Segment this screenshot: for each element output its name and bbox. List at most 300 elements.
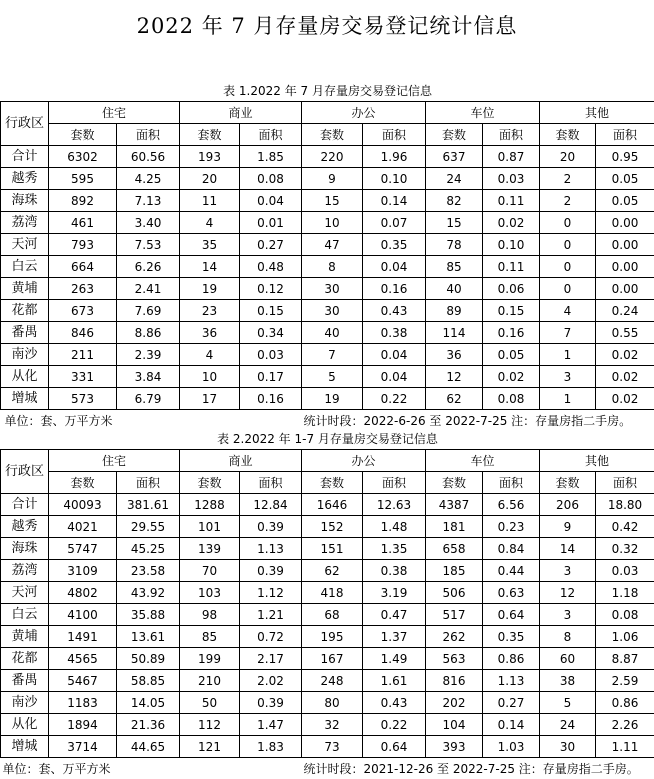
district-name: 荔湾	[1, 560, 49, 582]
count-cell: 1288	[180, 494, 240, 516]
area-cell: 1.48	[363, 516, 426, 538]
count-cell: 112	[180, 714, 240, 736]
count-cell: 50	[180, 692, 240, 714]
area-cell: 0.44	[483, 560, 540, 582]
area-header: 面积	[117, 124, 180, 146]
count-cell: 19	[180, 278, 240, 300]
count-cell: 0	[540, 234, 596, 256]
count-cell: 80	[302, 692, 363, 714]
area-cell: 0.04	[363, 256, 426, 278]
district-name: 增城	[1, 388, 49, 410]
area-cell: 0.72	[240, 626, 302, 648]
count-header: 套数	[540, 124, 596, 146]
area-cell: 0.22	[363, 714, 426, 736]
table-row	[1, 582, 654, 604]
caption-row	[1, 428, 654, 450]
area-header: 面积	[240, 472, 302, 494]
area-cell: 6.56	[483, 494, 540, 516]
count-cell: 1	[540, 388, 596, 410]
count-cell: 15	[302, 190, 363, 212]
count-cell: 85	[426, 256, 483, 278]
count-cell: 36	[180, 322, 240, 344]
count-cell: 573	[49, 388, 117, 410]
area-cell: 0.38	[363, 322, 426, 344]
district-name: 天河	[1, 234, 49, 256]
area-cell: 0.27	[240, 234, 302, 256]
category-header: 车位	[426, 450, 540, 472]
count-cell: 1491	[49, 626, 117, 648]
count-cell: 846	[49, 322, 117, 344]
area-cell: 0.00	[596, 234, 654, 256]
area-cell: 0.55	[596, 322, 654, 344]
table-row	[1, 168, 654, 190]
count-header: 套数	[540, 472, 596, 494]
count-cell: 40	[302, 322, 363, 344]
district-name: 番禺	[1, 322, 49, 344]
count-cell: 5467	[49, 670, 117, 692]
district-name: 越秀	[1, 168, 49, 190]
caption-row	[1, 80, 654, 102]
count-cell: 7	[540, 322, 596, 344]
category-header: 其他	[540, 102, 654, 124]
area-header: 面积	[483, 472, 540, 494]
area-cell: 0.03	[596, 560, 654, 582]
area-cell: 3.19	[363, 582, 426, 604]
count-cell: 3109	[49, 560, 117, 582]
area-cell: 0.38	[363, 560, 426, 582]
count-cell: 195	[302, 626, 363, 648]
area-header: 面积	[596, 472, 654, 494]
table-row	[1, 560, 654, 582]
unit-note: 单位：套、万平方米	[1, 758, 302, 779]
area-cell: 381.61	[117, 494, 180, 516]
area-cell: 12.84	[240, 494, 302, 516]
count-cell: 5	[540, 692, 596, 714]
table-row	[1, 234, 654, 256]
count-header: 套数	[302, 124, 363, 146]
count-cell: 62	[302, 560, 363, 582]
count-cell: 0	[540, 212, 596, 234]
table-row	[1, 516, 654, 538]
count-cell: 12	[540, 582, 596, 604]
area-cell: 7.69	[117, 300, 180, 322]
count-cell: 9	[302, 168, 363, 190]
count-cell: 220	[302, 146, 363, 168]
area-cell: 0.03	[240, 344, 302, 366]
area-cell: 0.04	[240, 190, 302, 212]
area-cell: 0.16	[240, 388, 302, 410]
area-cell: 35.88	[117, 604, 180, 626]
category-header: 办公	[302, 102, 426, 124]
area-cell: 0.86	[596, 692, 654, 714]
count-cell: 11	[180, 190, 240, 212]
area-cell: 0.04	[363, 344, 426, 366]
area-cell: 0.22	[363, 388, 426, 410]
count-cell: 199	[180, 648, 240, 670]
area-cell: 6.26	[117, 256, 180, 278]
area-cell: 0.86	[483, 648, 540, 670]
count-cell: 210	[180, 670, 240, 692]
table-jan-july	[0, 428, 654, 779]
area-cell: 0.11	[483, 190, 540, 212]
area-cell: 0.35	[483, 626, 540, 648]
count-cell: 3	[540, 560, 596, 582]
area-cell: 1.35	[363, 538, 426, 560]
district-name: 黄埔	[1, 278, 49, 300]
area-cell: 0.08	[240, 168, 302, 190]
area-cell: 0.48	[240, 256, 302, 278]
area-cell: 0.64	[483, 604, 540, 626]
area-cell: 2.59	[596, 670, 654, 692]
count-cell: 104	[426, 714, 483, 736]
district-name: 黄埔	[1, 626, 49, 648]
count-cell: 73	[302, 736, 363, 758]
district-name: 白云	[1, 604, 49, 626]
table-row	[1, 736, 654, 758]
count-cell: 24	[540, 714, 596, 736]
count-cell: 24	[426, 168, 483, 190]
table-row	[1, 692, 654, 714]
table-row	[1, 322, 654, 344]
count-header: 套数	[426, 124, 483, 146]
area-cell: 0.95	[596, 146, 654, 168]
area-cell: 4.25	[117, 168, 180, 190]
count-cell: 5747	[49, 538, 117, 560]
count-cell: 70	[180, 560, 240, 582]
count-cell: 331	[49, 366, 117, 388]
count-cell: 20	[180, 168, 240, 190]
area-cell: 0.16	[363, 278, 426, 300]
area-cell: 1.61	[363, 670, 426, 692]
area-cell: 1.37	[363, 626, 426, 648]
count-cell: 35	[180, 234, 240, 256]
area-cell: 0.35	[363, 234, 426, 256]
area-cell: 0.39	[240, 516, 302, 538]
area-cell: 2.26	[596, 714, 654, 736]
table-row	[1, 256, 654, 278]
area-cell: 0.03	[483, 168, 540, 190]
area-cell: 0.14	[483, 714, 540, 736]
area-cell: 0.15	[483, 300, 540, 322]
district-name: 从化	[1, 714, 49, 736]
area-cell: 0.16	[483, 322, 540, 344]
count-cell: 185	[426, 560, 483, 582]
area-cell: 1.96	[363, 146, 426, 168]
count-cell: 89	[426, 300, 483, 322]
count-cell: 6302	[49, 146, 117, 168]
category-header: 商业	[180, 450, 302, 472]
area-cell: 0.02	[596, 344, 654, 366]
count-cell: 47	[302, 234, 363, 256]
count-cell: 36	[426, 344, 483, 366]
count-cell: 40	[426, 278, 483, 300]
area-cell: 0.05	[596, 168, 654, 190]
area-cell: 2.39	[117, 344, 180, 366]
count-cell: 262	[426, 626, 483, 648]
count-cell: 7	[302, 344, 363, 366]
count-cell: 664	[49, 256, 117, 278]
area-cell: 0.63	[483, 582, 540, 604]
district-name: 花都	[1, 648, 49, 670]
count-cell: 202	[426, 692, 483, 714]
count-cell: 673	[49, 300, 117, 322]
count-cell: 30	[540, 736, 596, 758]
area-cell: 8.87	[596, 648, 654, 670]
count-cell: 4021	[49, 516, 117, 538]
area-cell: 0.10	[363, 168, 426, 190]
count-cell: 892	[49, 190, 117, 212]
count-cell: 40093	[49, 494, 117, 516]
district-name: 海珠	[1, 190, 49, 212]
count-cell: 418	[302, 582, 363, 604]
area-cell: 0.01	[240, 212, 302, 234]
area-cell: 0.00	[596, 256, 654, 278]
area-cell: 1.12	[240, 582, 302, 604]
district-name: 越秀	[1, 516, 49, 538]
table-row	[1, 366, 654, 388]
count-cell: 1	[540, 344, 596, 366]
count-cell: 14	[540, 538, 596, 560]
area-cell: 0.08	[596, 604, 654, 626]
count-cell: 151	[302, 538, 363, 560]
area-cell: 0.02	[483, 366, 540, 388]
district-name: 天河	[1, 582, 49, 604]
category-header-row	[1, 450, 654, 472]
count-cell: 4387	[426, 494, 483, 516]
table-body	[1, 428, 654, 779]
area-cell: 6.79	[117, 388, 180, 410]
category-header: 办公	[302, 450, 426, 472]
area-cell: 1.11	[596, 736, 654, 758]
count-cell: 4	[180, 344, 240, 366]
sub-header-row	[1, 124, 654, 146]
area-cell: 3.84	[117, 366, 180, 388]
count-header: 套数	[426, 472, 483, 494]
table-row	[1, 190, 654, 212]
count-cell: 17	[180, 388, 240, 410]
count-cell: 121	[180, 736, 240, 758]
area-cell: 60.56	[117, 146, 180, 168]
count-cell: 1894	[49, 714, 117, 736]
count-cell: 60	[540, 648, 596, 670]
count-header: 套数	[302, 472, 363, 494]
area-cell: 12.63	[363, 494, 426, 516]
count-cell: 85	[180, 626, 240, 648]
district-name: 从化	[1, 366, 49, 388]
area-header: 面积	[483, 124, 540, 146]
table-body	[1, 80, 654, 431]
area-cell: 1.83	[240, 736, 302, 758]
count-cell: 181	[426, 516, 483, 538]
area-cell: 0.39	[240, 560, 302, 582]
count-cell: 23	[180, 300, 240, 322]
table-row	[1, 648, 654, 670]
count-header: 套数	[180, 472, 240, 494]
count-cell: 4565	[49, 648, 117, 670]
period-note: 统计时段：2021-12-26 至 2022-7-25 注：存量房指二手房。	[302, 758, 654, 779]
area-cell: 13.61	[117, 626, 180, 648]
unit-note: 单位：套、万平方米	[1, 410, 302, 432]
district-name: 合计	[1, 494, 49, 516]
table-row	[1, 670, 654, 692]
area-cell: 3.40	[117, 212, 180, 234]
area-cell: 0.00	[596, 278, 654, 300]
category-header: 其他	[540, 450, 654, 472]
district-name: 南沙	[1, 692, 49, 714]
count-cell: 816	[426, 670, 483, 692]
area-header: 面积	[363, 472, 426, 494]
district-header: 行政区	[1, 102, 49, 146]
area-cell: 0.43	[363, 692, 426, 714]
area-cell: 1.13	[240, 538, 302, 560]
count-cell: 82	[426, 190, 483, 212]
count-cell: 62	[426, 388, 483, 410]
area-cell: 29.55	[117, 516, 180, 538]
count-cell: 10	[302, 212, 363, 234]
area-cell: 1.13	[483, 670, 540, 692]
area-cell: 0.17	[240, 366, 302, 388]
area-cell: 0.04	[363, 366, 426, 388]
district-name: 荔湾	[1, 212, 49, 234]
count-cell: 3714	[49, 736, 117, 758]
count-cell: 68	[302, 604, 363, 626]
count-cell: 14	[180, 256, 240, 278]
area-cell: 0.07	[363, 212, 426, 234]
count-cell: 506	[426, 582, 483, 604]
count-cell: 4100	[49, 604, 117, 626]
district-name: 增城	[1, 736, 49, 758]
area-cell: 7.13	[117, 190, 180, 212]
area-header: 面积	[117, 472, 180, 494]
count-cell: 193	[180, 146, 240, 168]
area-cell: 2.41	[117, 278, 180, 300]
count-cell: 152	[302, 516, 363, 538]
count-cell: 167	[302, 648, 363, 670]
table-row	[1, 538, 654, 560]
area-cell: 21.36	[117, 714, 180, 736]
count-cell: 3	[540, 604, 596, 626]
area-cell: 1.47	[240, 714, 302, 736]
area-cell: 0.39	[240, 692, 302, 714]
area-cell: 0.02	[483, 212, 540, 234]
count-cell: 211	[49, 344, 117, 366]
area-cell: 23.58	[117, 560, 180, 582]
area-cell: 0.32	[596, 538, 654, 560]
district-name: 番禺	[1, 670, 49, 692]
count-cell: 12	[426, 366, 483, 388]
area-cell: 0.06	[483, 278, 540, 300]
category-header-row	[1, 102, 654, 124]
area-cell: 0.02	[596, 366, 654, 388]
count-cell: 139	[180, 538, 240, 560]
count-cell: 20	[540, 146, 596, 168]
district-name: 南沙	[1, 344, 49, 366]
area-cell: 1.49	[363, 648, 426, 670]
area-cell: 14.05	[117, 692, 180, 714]
table-row	[1, 344, 654, 366]
count-cell: 0	[540, 278, 596, 300]
count-cell: 19	[302, 388, 363, 410]
district-name: 海珠	[1, 538, 49, 560]
area-cell: 2.17	[240, 648, 302, 670]
district-name: 合计	[1, 146, 49, 168]
area-header: 面积	[596, 124, 654, 146]
count-cell: 393	[426, 736, 483, 758]
area-header: 面积	[363, 124, 426, 146]
area-cell: 50.89	[117, 648, 180, 670]
count-cell: 793	[49, 234, 117, 256]
area-cell: 0.10	[483, 234, 540, 256]
area-cell: 0.47	[363, 604, 426, 626]
area-cell: 2.02	[240, 670, 302, 692]
count-cell: 517	[426, 604, 483, 626]
page-title: 2022 年 7 月存量房交易登记统计信息	[0, 10, 654, 40]
count-cell: 8	[540, 626, 596, 648]
area-cell: 44.65	[117, 736, 180, 758]
table-row	[1, 388, 654, 410]
area-cell: 0.05	[483, 344, 540, 366]
count-cell: 10	[180, 366, 240, 388]
category-header: 住宅	[49, 102, 180, 124]
area-cell: 0.34	[240, 322, 302, 344]
category-header: 商业	[180, 102, 302, 124]
area-cell: 0.00	[596, 212, 654, 234]
area-cell: 1.03	[483, 736, 540, 758]
district-header: 行政区	[1, 450, 49, 494]
category-header: 车位	[426, 102, 540, 124]
area-cell: 58.85	[117, 670, 180, 692]
count-cell: 30	[302, 278, 363, 300]
area-cell: 45.25	[117, 538, 180, 560]
area-cell: 0.12	[240, 278, 302, 300]
area-cell: 0.14	[363, 190, 426, 212]
period-note: 统计时段：2022-6-26 至 2022-7-25 注：存量房指二手房。	[302, 410, 654, 432]
area-cell: 0.15	[240, 300, 302, 322]
area-cell: 0.27	[483, 692, 540, 714]
table-row	[1, 494, 654, 516]
table-row	[1, 278, 654, 300]
table-row	[1, 300, 654, 322]
area-cell: 0.23	[483, 516, 540, 538]
count-cell: 4802	[49, 582, 117, 604]
count-cell: 101	[180, 516, 240, 538]
area-cell: 43.92	[117, 582, 180, 604]
table-row	[1, 714, 654, 736]
area-cell: 8.86	[117, 322, 180, 344]
count-cell: 2	[540, 168, 596, 190]
count-cell: 32	[302, 714, 363, 736]
table-row	[1, 626, 654, 648]
count-cell: 1646	[302, 494, 363, 516]
count-cell: 3	[540, 366, 596, 388]
table-caption: 表 2.2022 年 1-7 月存量房交易登记信息	[1, 428, 654, 450]
sub-header-row	[1, 472, 654, 494]
count-cell: 98	[180, 604, 240, 626]
count-cell: 658	[426, 538, 483, 560]
count-cell: 248	[302, 670, 363, 692]
count-header: 套数	[180, 124, 240, 146]
area-cell: 18.80	[596, 494, 654, 516]
area-header: 面积	[240, 124, 302, 146]
count-cell: 15	[426, 212, 483, 234]
area-cell: 0.24	[596, 300, 654, 322]
category-header: 住宅	[49, 450, 180, 472]
count-header: 套数	[49, 472, 117, 494]
count-header: 套数	[49, 124, 117, 146]
count-cell: 595	[49, 168, 117, 190]
count-cell: 4	[540, 300, 596, 322]
count-cell: 8	[302, 256, 363, 278]
